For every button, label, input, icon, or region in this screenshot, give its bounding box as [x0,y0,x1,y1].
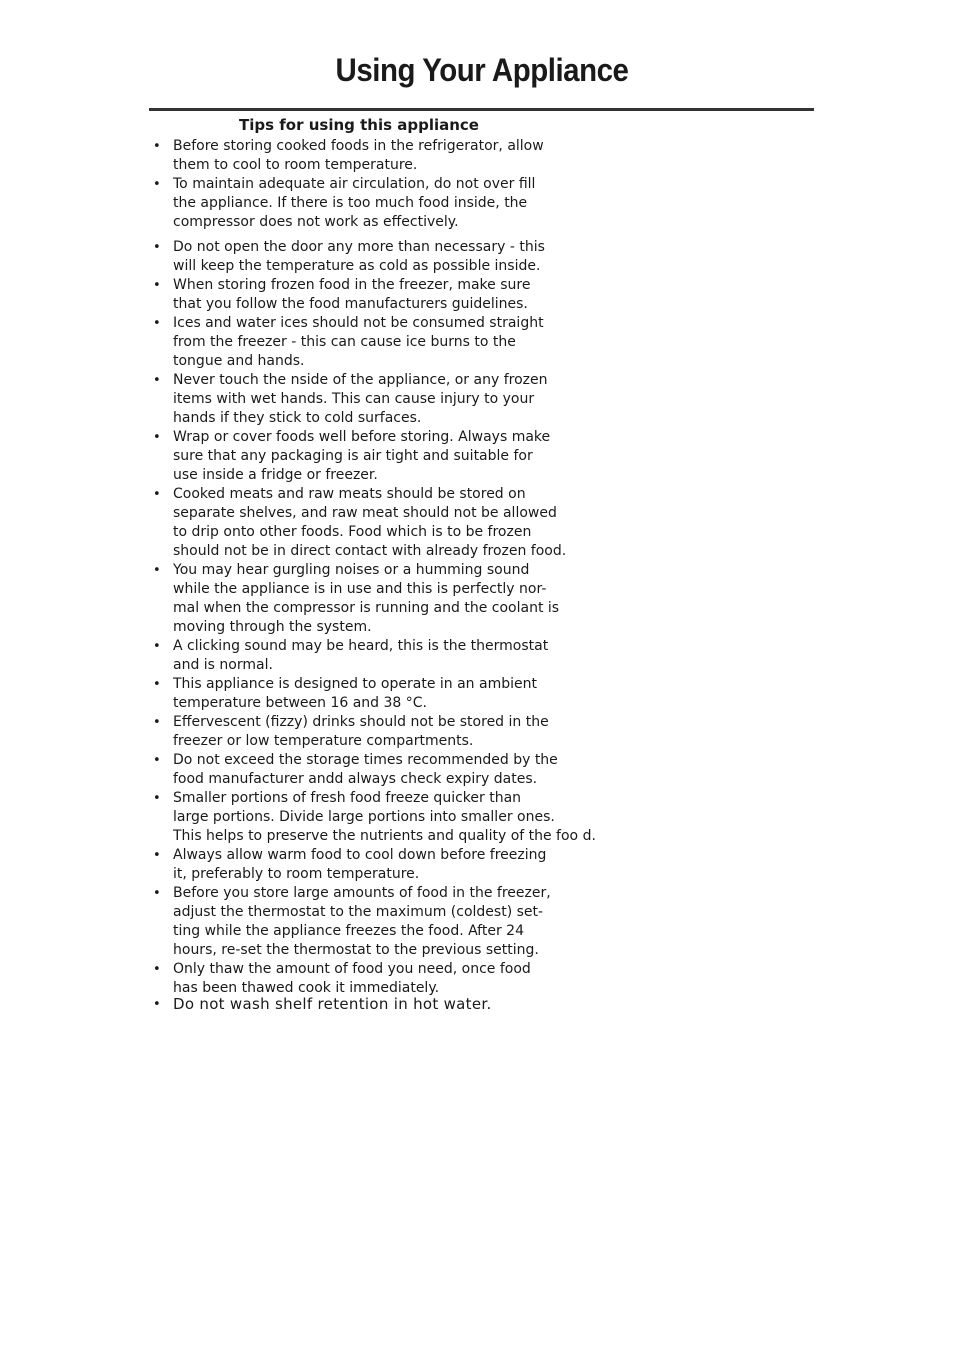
tip-text: Before storing cooked foods in the refrigerator, allow them to cool to room temperature. [173,138,544,173]
bullet-icon: • [153,848,161,863]
list-item [150,751,610,789]
tip-text: Do not wash shelf retention in hot water. [173,995,492,1013]
section-heading: Tips for using this appliance [239,116,479,134]
list-item [150,789,610,846]
tip-text: Ices and water ices should not be consumed straight from the freezer - this can cause ice burns to the tongue and hands. [173,315,544,369]
bullet-icon: • [153,997,161,1012]
list-item [150,675,610,713]
bullet-icon: • [153,487,161,502]
tip-text: Do not open the door any more than necessary - this will keep the temperature as cold as possible inside. [173,239,545,274]
bullet-icon: • [153,753,161,768]
bullet-icon: • [153,677,161,692]
tip-text: When storing frozen food in the freezer, make sure that you follow the food manufacturers guidelines. [173,277,531,312]
list-item [150,485,610,561]
list-item [150,314,610,371]
tips-list [150,137,610,1014]
list-item [150,884,610,960]
list-item [150,276,610,314]
bullet-icon: • [153,791,161,806]
bullet-icon: • [153,373,161,388]
bullet-icon: • [153,715,161,730]
list-item [150,238,610,276]
tip-text: Before you store large amounts of food in the freezer, adjust the thermostat to the maximum (coldest) set- ting while the appliance freezes the food. After 24 hours, re-set the thermostat to the previous setting. [173,885,551,958]
page-title: Using Your Appliance [335,52,629,88]
bullet-icon: • [153,278,161,293]
tip-text: Only thaw the amount of food you need, once food has been thawed cook it immediately. [173,961,531,996]
list-item [150,371,610,428]
tip-text: You may hear gurgling noises or a humming sound while the appliance is in use and this is perfectly nor- mal when the compressor is running and the coolant is moving through the system. [173,562,560,635]
list-item [150,995,610,1014]
tip-text: Always allow warm food to cool down before freezing it, preferably to room temperature. [173,847,547,882]
list-item [150,561,610,637]
list-item [150,428,610,485]
list-item [150,175,610,232]
tip-text: Cooked meats and raw meats should be stored on separate shelves, and raw meat should not be allowed to drip onto other foods. Food which is to be frozen should not be in direct contact with already frozen food. [173,486,567,559]
tip-text: Effervescent (fizzy) drinks should not be stored in the freezer or low temperature compartments. [173,714,549,749]
tip-text: A clicking sound may be heard, this is the thermostat and is normal. [173,638,549,673]
tip-text: Never touch the nside of the appliance, or any frozen items with wet hands. This can cause injury to your hands if they stick to cold surfaces. [173,372,548,426]
bullet-icon: • [153,886,161,901]
bullet-icon: • [153,430,161,445]
bullet-icon: • [153,962,161,977]
bullet-icon: • [153,240,161,255]
list-item [150,637,610,675]
title-divider [149,108,814,111]
bullet-icon: • [153,316,161,331]
tip-text: Smaller portions of fresh food freeze quicker than large portions. Divide large portions into smaller ones. This helps to preserve the nutrients and quality of the foo d. [173,790,596,844]
bullet-icon: • [153,563,161,578]
list-item [150,713,610,751]
tip-text: To maintain adequate air circulation, do not over fill the appliance. If there is too much food inside, the compressor does not work as effectively. [173,176,536,230]
list-item [150,960,610,998]
tip-text: Wrap or cover foods well before storing. Always make sure that any packaging is air tight and suitable for use inside a fridge or freezer. [173,429,551,483]
tip-text: Do not exceed the storage times recommended by the food manufacturer andd always check expiry dates. [173,752,558,787]
list-item [150,846,610,884]
list-item [150,137,610,175]
tip-text: This appliance is designed to operate in an ambient temperature between 16 and 38 °C. [173,676,537,711]
bullet-icon: • [153,139,161,154]
bullet-icon: • [153,177,161,192]
bullet-icon: • [153,639,161,654]
